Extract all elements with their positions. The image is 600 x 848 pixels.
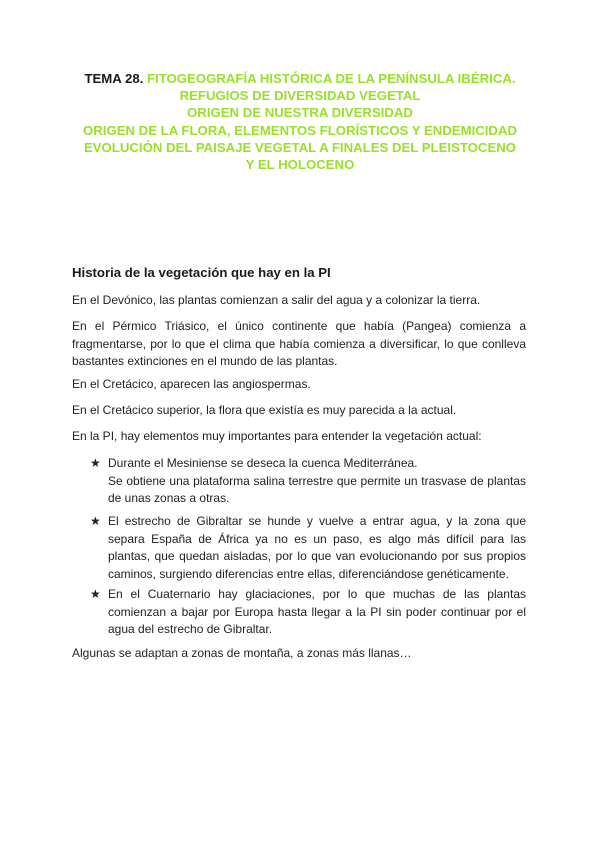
title-prefix: TEMA 28.: [84, 71, 144, 86]
title-line-4: ORIGEN DE LA FLORA, ELEMENTOS FLORÍSTICOS Y ENDEMICIDAD: [83, 122, 517, 138]
bullet-item-gibraltar: [90, 513, 526, 583]
star-bullet-icon: ★: [90, 514, 101, 528]
bullet-text-line-2: Se obtiene una plataforma salina terrestre que permite un trasvase de plantas de unas zonas a otras.: [108, 473, 526, 505]
title-line-3: ORIGEN DE NUESTRA DIVERSIDAD: [187, 105, 413, 121]
section-heading: Historia de la vegetación que hay en la PI: [72, 265, 331, 280]
star-bullet-icon: ★: [90, 587, 101, 601]
paragraph-permico: En el Pérmico Triásico, el único continente que había (Pangea) comienza a fragmentarse, por lo que el clima que había comienza a diversificar, lo que conlleva bastantes extinciones en el mundo de las plantas.: [72, 319, 526, 368]
bullet-item-mesiniense: [90, 455, 526, 508]
paragraph-cretacico: En el Cretácico, aparecen las angiospermas.: [72, 377, 311, 391]
bullet-text-line-1: Durante el Mesiniense se deseca la cuenca Mediterránea.: [108, 456, 418, 470]
title-line-2: REFUGIOS DE DIVERSIDAD VEGETAL: [179, 88, 421, 104]
paragraph-devonico: En el Devónico, las plantas comienzan a salir del agua y a colonizar la tierra.: [72, 293, 481, 307]
paragraph-closing: Algunas se adaptan a zonas de montaña, a zonas más llanas…: [72, 646, 412, 660]
document-title: [80, 70, 520, 173]
title-line-5: EVOLUCIÓN DEL PAISAJE VEGETAL A FINALES DEL PLEISTOCENO Y EL HOLOCENO: [83, 139, 517, 173]
star-bullet-icon: ★: [90, 456, 101, 470]
paragraph-cretacico-superior: En el Cretácico superior, la flora que existía es muy parecida a la actual.: [72, 403, 457, 417]
paragraph-pi-elementos: En la PI, hay elementos muy importantes para entender la vegetación actual:: [72, 429, 482, 443]
bullet-text: El estrecho de Gibraltar se hunde y vuelve a entrar agua, y la zona que separa España de África ya no es un paso, es algo más difícil para las plantas, que quedan aisladas, por lo que van evolucionando por sus propios caminos, surgiendo diferencias entre ellas, diferenciándose genéticamente.: [108, 514, 526, 581]
bullet-text: En el Cuaternario hay glaciaciones, por lo que muchas de las plantas comienzan a bajar por Europa hasta llegar a la PI sin poder continuar por el agua del estrecho de Gibraltar.: [108, 587, 526, 636]
title-line-1: FITOGEOGRAFÍA HISTÓRICA DE LA PENÍNSULA IBÉRICA.: [147, 71, 516, 86]
bullet-item-cuaternario: [90, 586, 526, 639]
